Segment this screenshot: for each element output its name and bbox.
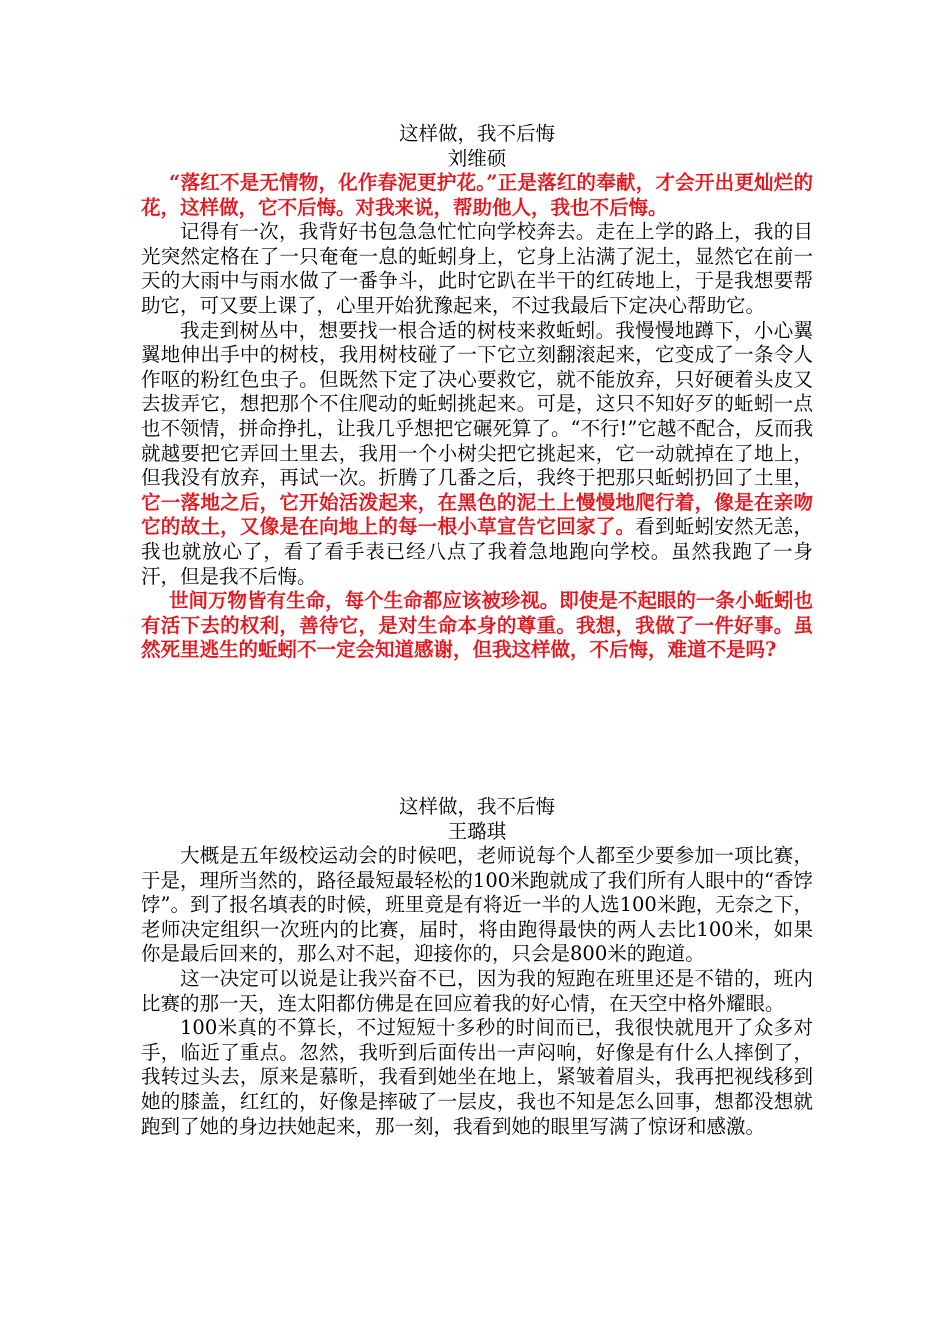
essay-title: 这样做，我不后悔	[398, 795, 555, 818]
paragraph-text: 看到蚯蚓安然无恙，我也就放心了，看了看手表已经八点了我着急地跑向学校。虽然我跑了一身汗，但是我不后悔。	[141, 515, 813, 588]
body-paragraph	[141, 319, 813, 590]
body-paragraph: 100米真的不算长，不过短短十多秒的时间而已，我很快就甩开了众多对手，临近了重点。忽然，我听到后面传出一声闷响，好像是有什么人摔倒了，我转过头去，原来是慕昕，我看到她坐在地上，紧皱着眉头，我再把视线移到她的膝盖，红红的，好像是摔破了一层皮，我也不知是怎么回事，想都没想就跑到了她的身边扶她起来，那一刻，我看到她的眼里写满了惊讶和感激。	[141, 1016, 813, 1138]
body-paragraph: 记得有一次，我背好书包急急忙忙向学校奔去。走在上学的路上，我的目光突然定格在了一只奄奄一息的蚯蚓身上，它身上沾满了泥土，显然它在前一天的大雨中与雨水做了一番争斗，此时它趴在半干的红砖地上，于是我想要帮助它，可又要上课了，心里开始犹豫起来，不过我最后下定决心帮助它。	[141, 220, 813, 317]
conclusion-paragraph: 世间万物皆有生命，每个生命都应该被珍视。即使是不起眼的一条小蚯蚓也有活下去的权利，善待它，是对生命本身的尊重。我想，我做了一件好事。虽然死里逃生的蚯蚓不一定会知道感谢，但我这样做，不后悔，难道不是吗?	[141, 589, 813, 662]
intro-paragraph: “落红不是无情物，化作春泥更护花。”正是落红的奉献，才会开出更灿烂的花，这样做，它不后悔。对我来说，帮助他人，我也不后悔。	[141, 171, 813, 219]
essay-author: 刘维硕	[447, 147, 507, 170]
body-paragraph: 大概是五年级校运动会的时候吧，老师说每个人都至少要参加一项比赛，于是，理所当然的，路径最短最轻松的100米跑就成了我们所有人眼中的“香饽饽”。到了报名填表的时候，班里竟是有将近一半的人选100米跑，无奈之下，老师决定组织一次班内的比赛，届时，将由跑得最快的两人去比100米，如果你是最后回来的，那么对不起，迎接你的，只会是800米的跑道。	[141, 844, 813, 966]
essay-author: 王璐琪	[447, 820, 507, 843]
essay-liu-weishuo	[141, 121, 813, 663]
essay-title: 这样做，我不后悔	[398, 122, 555, 145]
body-paragraph: 这一决定可以说是让我兴奋不已，因为我的短跑在班里还是不错的，班内比赛的那一天，连太阳都仿佛是在回应着我的好心情，在天空中格外耀眼。	[141, 966, 813, 1015]
paragraph-text: 我走到树丛中，想要找一根合适的树枝来救蚯蚓。我慢慢地蹲下，小心翼翼地伸出手中的树枝，我用树枝碰了一下它立刻翻滚起来，它变成了一条令人作呕的粉红色虫子。但既然下定了决心要救它，就不能放弃，只好硬着头皮又去拔弄它，想把那个不住爬动的蚯蚓挑起来。可是，这只不知好歹的蚯蚓一点也不领情，拼命挣扎，让我几乎想把它碾死算了。“不行!”它越不配合，反而我就越要把它弄回土里去，我用一个小树尖把它挑起来，它一动就掉在了地上，但我没有放弃，再试一次。折腾了几番之后，我终于把那只蚯蚓扔回了土里，	[141, 318, 813, 490]
essay-wang-luqi	[141, 794, 813, 1139]
highlighted-text: 它一落地之后，它开始活泼起来，在黑色的泥土上慢慢地爬行着，像是在亲吻它的故土，又像是在向地上的每一根小草宣告它回家了。	[141, 490, 813, 539]
